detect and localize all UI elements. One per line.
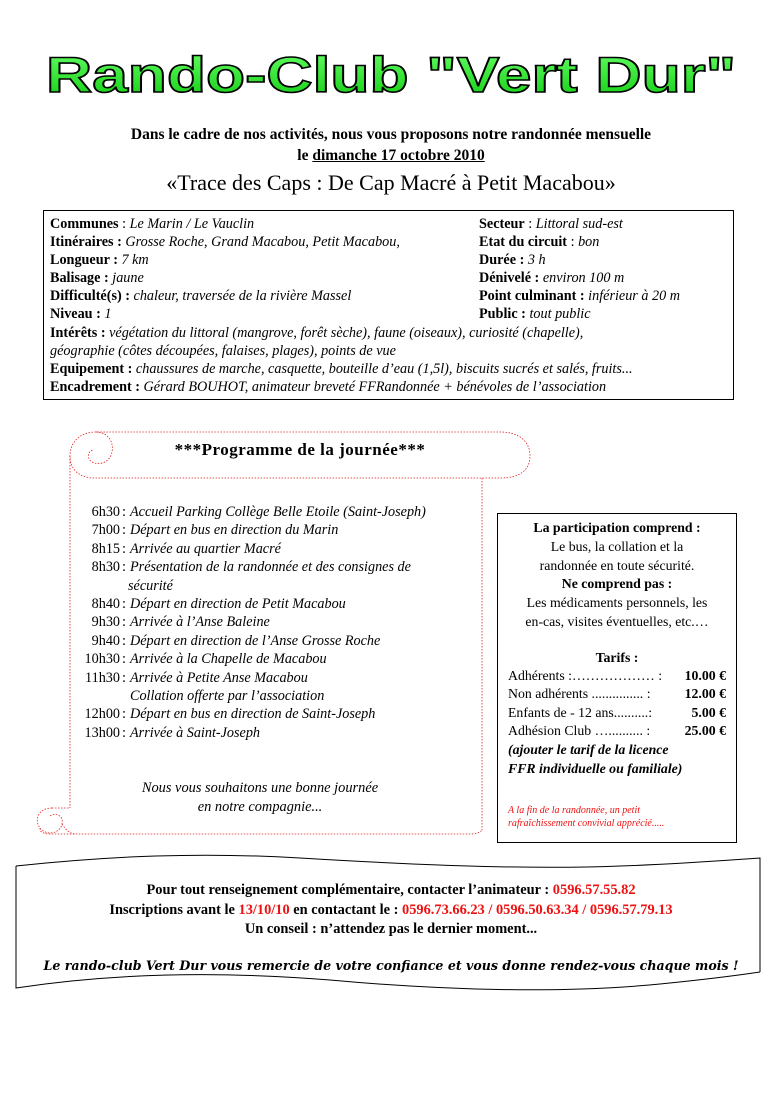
date-line	[0, 147, 782, 165]
programme-item	[74, 521, 494, 539]
tarif-value: 25.00 €	[684, 723, 726, 739]
wish-line-1: Nous vous souhaitons une bonne journée	[141, 780, 379, 796]
programme-separator: :	[122, 559, 126, 576]
programme-text: Arrivée à l’Anse Baleine	[130, 614, 270, 631]
programme-item	[74, 650, 494, 668]
info-equipement: Equipement : chaussures de marche, casquette, bouteille d’eau (1,5l), biscuits sucrés et salés, fruits...	[50, 361, 633, 377]
programme-time: 11h30	[85, 669, 120, 686]
programme-time: 9h40	[91, 632, 120, 649]
not-included-line: en-cas, visites éventuelles, etc.…	[525, 614, 709, 629]
programme-time: 12h00	[84, 706, 120, 723]
refreshment-note: rafraîchissement convivial apprécié.....	[508, 818, 665, 829]
info-duree: Durée : 3 h	[479, 252, 546, 268]
programme-time: 13h00	[84, 724, 120, 741]
programme-text: Arrivée à Saint-Joseph	[130, 724, 261, 741]
info-secteur: Secteur : Littoral sud-est	[479, 216, 623, 232]
info-etat: Etat du circuit : bon	[479, 234, 600, 250]
intro-line: Dans le cadre de nos activités, nous vous proposons notre randonnée mensuelle	[130, 126, 652, 143]
info-difficulte: Difficulté(s) : chaleur, traversée de la rivière Massel	[50, 288, 352, 304]
tarif-value: 12.00 €	[684, 686, 726, 702]
info-itineraires: Itinéraires : Grosse Roche, Grand Macabou, Petit Macabou,	[50, 234, 400, 250]
programme-item	[74, 705, 494, 723]
programme-item	[74, 503, 494, 521]
thanks-line: Le rando-club Vert Dur vous remercie de votre confiance et vous donne rendez-vous chaque mois !	[43, 958, 739, 973]
programme-text: Collation offerte par l’association	[130, 687, 325, 704]
programme-separator: :	[122, 706, 126, 723]
advice-line: Un conseil : n’attendez pas le dernier moment...	[244, 921, 538, 937]
programme-text: Arrivée au quartier Macré	[130, 540, 281, 557]
tarif-value: 10.00 €	[684, 668, 726, 683]
programme-text: Départ en bus en direction du Marin	[130, 522, 339, 539]
programme-item	[74, 540, 494, 558]
programme-time: 6h30	[91, 504, 120, 520]
programme-time: 9h30	[91, 614, 120, 631]
programme-item	[74, 724, 494, 742]
programme-separator: :	[122, 540, 126, 557]
programme-separator: :	[122, 522, 126, 539]
licence-note: FFR individuelle ou familiale)	[508, 761, 683, 776]
programme-time: 8h30	[91, 559, 120, 576]
not-included-heading: Ne comprend pas :	[561, 576, 673, 591]
programme-time: 7h00	[91, 522, 120, 539]
contact-phone: 0596.57.55.82	[552, 882, 636, 898]
info-longueur: Longueur : 7 km	[50, 252, 149, 268]
tarifs-heading: Tarifs :	[595, 650, 639, 665]
programme-separator: :	[122, 632, 126, 649]
info-denivele: Dénivelé : environ 100 m	[479, 270, 625, 286]
info-balisage: Balisage : jaune	[50, 270, 144, 286]
programme-time: 8h15	[91, 540, 120, 557]
programme-separator: :	[122, 596, 126, 612]
participation-heading: La participation comprend :	[533, 520, 701, 535]
programme-item	[74, 632, 494, 650]
info-box	[43, 210, 734, 400]
info-interets-cont: géographie (côtes découpées, falaises, plages), points de vue	[50, 343, 396, 359]
programme-time: 10h30	[84, 651, 120, 668]
programme-separator: :	[122, 724, 126, 741]
programme-item	[74, 613, 494, 631]
info-niveau: Niveau : 1	[50, 306, 112, 322]
participation-box	[497, 513, 737, 843]
info-encadrement: Encadrement : Gérard BOUHOT, animateur breveté FFRandonnée + bénévoles de l’association	[50, 379, 607, 395]
wish-line-2: en notre compagnie...	[197, 799, 323, 815]
participation-line: Le bus, la collation et la	[550, 539, 684, 554]
programme-separator: :	[122, 651, 126, 668]
inscription-line: Inscriptions avant le 13/10/10 en contactant le : 0596.73.66.23 / 0596.50.63.34 / 0596.57.79.13	[109, 902, 673, 918]
info-point-culminant: Point culminant : inférieur à 20 m	[479, 288, 680, 304]
programme-text: Accueil Parking Collège Belle Etoile (Saint-Joseph)	[130, 504, 426, 520]
tarif-label: Adhérents :……………… :	[508, 668, 663, 683]
tarif-label: Adhésion Club ….......... :	[508, 723, 651, 739]
page-title	[0, 40, 782, 110]
info-public: Public : tout public	[479, 306, 591, 322]
programme-item	[74, 595, 494, 613]
inscription-phones: 0596.73.66.23 / 0596.50.63.34 / 0596.57.79.13	[402, 902, 673, 918]
programme-text: Départ en direction de Petit Macabou	[130, 596, 346, 612]
title-text: Rando-Club "Vert Dur"	[46, 47, 736, 103]
info-interets: Intérêts : végétation du littoral (mangrove, forêt sèche), faune (oiseaux), curiosité (chapelle),	[50, 325, 584, 341]
inscription-date: 13/10/10	[238, 902, 290, 918]
date-prefix: le	[297, 147, 313, 164]
programme-separator: :	[122, 669, 126, 686]
not-included-line: Les médicaments personnels, les	[526, 595, 708, 610]
tarif-label: Non adhérents ............... :	[508, 686, 651, 702]
programme-separator: :	[122, 504, 126, 520]
programme-separator: :	[122, 614, 126, 631]
programme-time: 8h40	[91, 596, 120, 612]
participation-line: randonnée en toute sécurité.	[539, 558, 695, 573]
programme-item	[74, 558, 494, 595]
programme-text: Présentation de la randonnée et des consignes de	[130, 559, 411, 576]
programme-text: Départ en bus en direction de Saint-Joseph	[130, 706, 376, 723]
programme-title: ***Programme de la journée***	[174, 440, 426, 459]
contact-line: Pour tout renseignement complémentaire, contacter l’animateur : 0596.57.55.82	[146, 882, 636, 898]
event-date: dimanche 17 octobre 2010	[312, 147, 485, 164]
trace-title: «Trace des Caps : De Cap Macré à Petit Macabou»	[166, 170, 616, 195]
tarif-value: 5.00 €	[691, 704, 726, 720]
programme-text: Départ en direction de l’Anse Grosse Roche	[130, 632, 381, 649]
refreshment-note: A la fin de la randonnée, un petit	[508, 805, 641, 816]
info-communes: Communes : Le Marin / Le Vauclin	[50, 216, 255, 232]
programme-text: sécurité	[128, 577, 173, 594]
programme-text: Arrivée à la Chapelle de Macabou	[130, 651, 327, 668]
programme-item	[74, 669, 494, 706]
licence-note: (ajouter le tarif de la licence	[508, 742, 669, 757]
programme-text: Arrivée à Petite Anse Macabou	[130, 669, 308, 686]
tarif-label: Enfants de - 12 ans..........:	[508, 704, 653, 720]
